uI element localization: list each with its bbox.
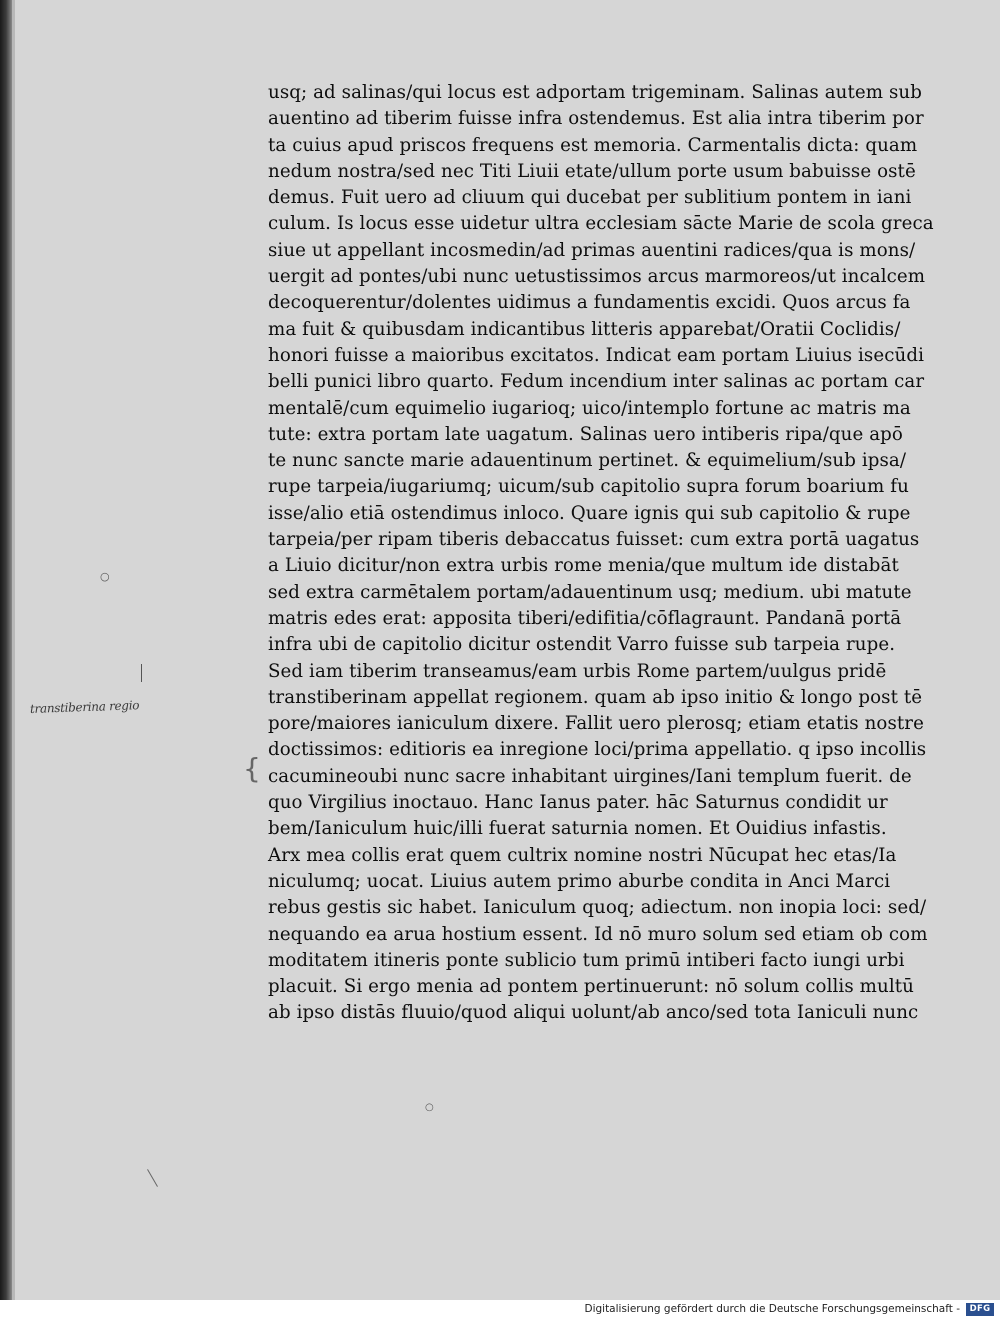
- margin-mark-slash: [147, 1169, 158, 1187]
- text-line: nedum nostra/sed nec Titi Liuii etate/ullum porte usum babuisse ostē: [268, 160, 916, 182]
- text-line: matris edes erat: apposita tiberi/edifitia/cōflagraunt. Pandanā portā: [268, 607, 902, 629]
- dfg-logo[interactable]: DFG: [966, 1303, 994, 1316]
- text-line: niculumq; uocat. Liuius autem primo aburbe condita in Anci Marci: [268, 870, 891, 892]
- text-line: pore/maiores ianiculum dixere. Fallit uero plerosq; etiam etatis nostre: [268, 713, 924, 735]
- text-line: bem/Ianiculum huic/illi fuerat saturnia nomen. Et Ouidius infastis.: [268, 818, 887, 840]
- text-line: decoquerentur/dolentes uidimus a fundamentis excidi. Quos arcus fa: [268, 292, 911, 314]
- text-line: cacumineoubi nunc sacre inhabitant uirgines/Iani templum fuerit. de: [268, 765, 912, 787]
- text-line: a Liuio dicitur/non extra urbis rome menia/que multum ide distabāt: [268, 555, 899, 577]
- text-line: rebus gestis sic habet. Ianiculum quoq; adiectum. non inopia loci: sed/: [268, 897, 927, 919]
- text-line: demus. Fuit uero ad cliuum qui ducebat per sublitium pontem in iani: [268, 187, 912, 209]
- page-binding-edge: [0, 0, 12, 1300]
- text-line: tarpeia/per ripam tiberis debaccatus fuisset: cum extra portā uagatus: [268, 529, 920, 551]
- text-line: siue ut appellant incosmedin/ad primas auentini radices/qua is mons/: [268, 239, 916, 261]
- text-line: ma fuit & quibusdam indicantibus litteris apparebat/Oratii Coclidis/: [268, 318, 901, 340]
- margin-mark-circle: ○: [100, 570, 110, 583]
- text-line: ab ipso distās fluuio/quod aliqui uolunt/ab anco/sed tota Ianiculi nunc: [268, 1002, 919, 1024]
- text-line: honori fuisse a maioribus excitatos. Indicat eam portam Liuius isecūdi: [268, 344, 924, 366]
- text-line: Sed iam tiberim transeamus/eam urbis Rome partem/uulgus pridē: [268, 660, 887, 682]
- text-line: mentalē/cum equimelio iugarioq; uico/intemplo fortune ac matris ma: [268, 397, 911, 419]
- text-line: uergit ad pontes/ubi nunc uetustissimos arcus marmoreos/ut incalcem: [268, 266, 926, 288]
- text-line: infra ubi de capitolio dicitur ostendit Varro fuisse sub tarpeia rupe.: [268, 634, 896, 656]
- text-line: ta cuius apud priscos frequens est memoria. Carmentalis dicta: quam: [268, 134, 918, 156]
- text-line: te nunc sancte marie adauentinum pertinet. & equimelium/sub ipsa/: [268, 450, 907, 472]
- text-line: rupe tarpeia/iugariumq; uicum/sub capitolio supra forum boarium fu: [268, 476, 909, 498]
- text-line: doctissimos: editioris ea inregione loci/prima appellatio. q ipso incollis: [268, 739, 927, 761]
- text-line: usq; ad salinas/qui locus est adportam trigeminam. Salinas autem sub: [268, 82, 922, 103]
- footer-credit: Digitalisierung gefördert durch die Deutsche Forschungsgemeinschaft -: [584, 1303, 960, 1315]
- text-line: culum. Is locus esse uidetur ultra ecclesiam sācte Marie de scola greca: [268, 213, 934, 235]
- text-line: tute: extra portam late uagatum. Salinas uero intiberis ripa/que apō: [268, 423, 903, 445]
- text-line: moditatem itineris ponte sublicio tum primū intiberi facto iungi urbi: [268, 949, 905, 971]
- text-line: placuit. Si ergo menia ad pontem pertinuerunt: nō solum collis multū: [268, 976, 914, 998]
- text-line: quo Virgilius inoctauo. Hanc Ianus pater. hāc Saturnus condidit ur: [268, 792, 888, 814]
- footer-bar: [0, 1300, 1000, 1320]
- text-line: isse/alio etiā ostendimus inloco. Quare ignis qui sub capitolio & rupe: [268, 502, 911, 524]
- margin-mark-tick: [141, 664, 142, 682]
- main-text-block: [268, 80, 938, 1027]
- page-binding-shadow: [12, 0, 15, 1300]
- text-line: nequando ea arua hostium essent. Id nō muro solum sed etiam ob com: [268, 923, 928, 945]
- margin-mark-small-circle: ○: [425, 1102, 434, 1113]
- text-line: auentino ad tiberim fuisse infra ostendemus. Est alia intra tiberim por: [268, 108, 924, 130]
- margin-mark-brace: {: [243, 752, 261, 785]
- text-line: Arx mea collis erat quem cultrix nomine nostri Nūcupat hec etas/Ia: [268, 844, 897, 866]
- text-line: sed extra carmētalem portam/adauentinum usq; medium. ubi matute: [268, 581, 912, 603]
- marginal-note: transtiberina regio: [29, 698, 140, 716]
- text-line: belli punici libro quarto. Fedum incendium inter salinas ac portam car: [268, 371, 925, 393]
- text-line: transtiberinam appellat regionem. quam ab ipso initio & longo post tē: [268, 686, 923, 708]
